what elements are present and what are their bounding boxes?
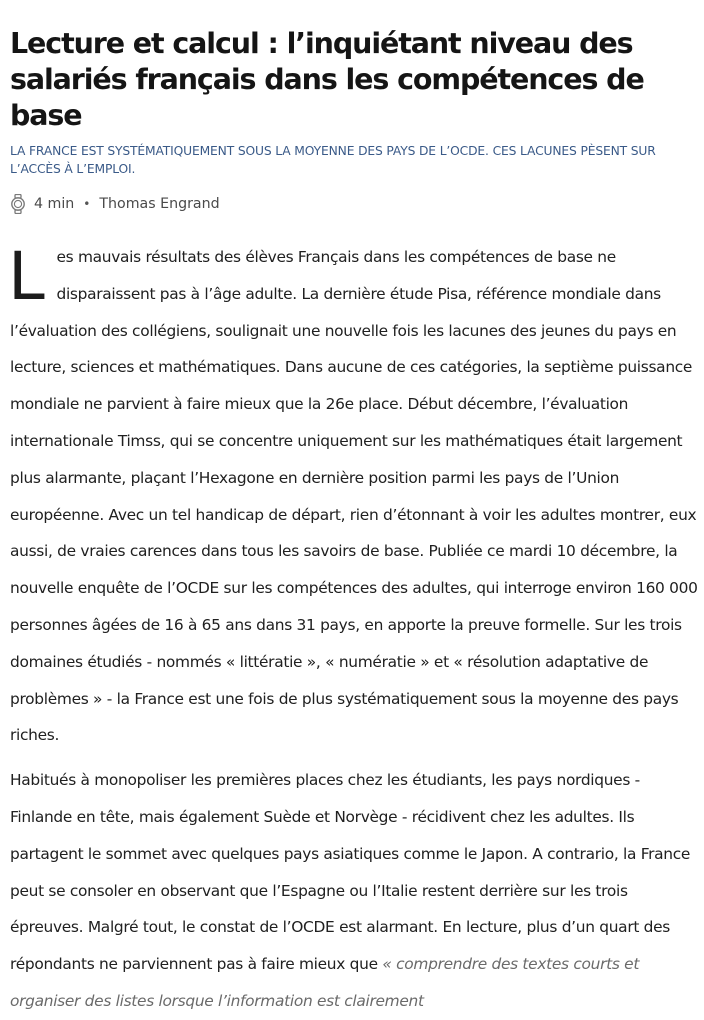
author-name[interactable]: Thomas Engrand	[99, 196, 220, 212]
paragraph-2	[10, 762, 700, 1020]
paragraph-1-text: es mauvais résultats des élèves Français dans les compétences de base ne disparaissent pas à l’âge adulte. La dernière étude Pisa, référence mondiale dans l’évaluation des collégiens, soulignait une nouvelle fois les lacunes des jeunes du pays en lecture, sciences et mathématiques. Dans aucune de ces catégories, la septième puissance mondiale ne parvient à faire mieux que la 26e place. Début décembre, l’évaluation internationale Timss, qui se concentre uniquement sur les mathématiques était largement plus alarmante, plaçant l’Hexagone en dernière position parmi les pays de l’Union européenne. Avec un tel handicap de départ, rien d’étonnant à voir les adultes montrer, eux aussi, de vraies carences dans tous les savoirs de base. Publiée ce mardi 10 décembre, la nouvelle enquête de l’OCDE sur les compétences des adultes, qui interroge environ 160 000 personnes âgées de 16 à 65 ans dans 31 pays, en apporte la preuve formelle. Sur les trois domaines étudiés - nommés « littératie », « numératie » et « résolution adaptative de problèmes » - la France est une fois de plus systématiquement sous la moyenne des pays riches.	[10, 248, 698, 745]
meta-separator: •	[83, 197, 91, 211]
stopwatch-icon	[10, 194, 26, 214]
article-title: Lecture et calcul : l’inquiétant niveau des salariés français dans les compétences de base	[10, 27, 644, 132]
read-time: 4 min	[34, 196, 75, 212]
drop-cap: L	[8, 238, 45, 315]
paragraph-2-quote: « comprendre des textes courts et organiser des listes lorsque l’information est clairement	[10, 955, 640, 1010]
article-meta	[10, 192, 696, 216]
paragraph-1	[10, 239, 700, 754]
article-subtitle: LA FRANCE EST SYSTÉMATIQUEMENT SOUS LA MOYENNE DES PAYS DE L’OCDE. CES LACUNES PÈSENT SUR L’ACCÈS À L’EMPLOI.	[10, 144, 656, 176]
article-body	[10, 239, 700, 1020]
article	[10, 0, 696, 1020]
paragraph-2-text: Habitués à monopoliser les premières places chez les étudiants, les pays nordiques - Finlande en tête, mais également Suède et Norvège - récidivent chez les adultes. Ils partagent le sommet avec quelques pays asiatiques comme le Japon. A contrario, la France peut se consoler en observant que l’Espagne ou l’Italie restent derrière sur les trois épreuves. Malgré tout, le constat de l’OCDE est alarmant. En lecture, plus d’un quart des répondants ne parviennent pas à faire mieux que	[10, 771, 691, 974]
